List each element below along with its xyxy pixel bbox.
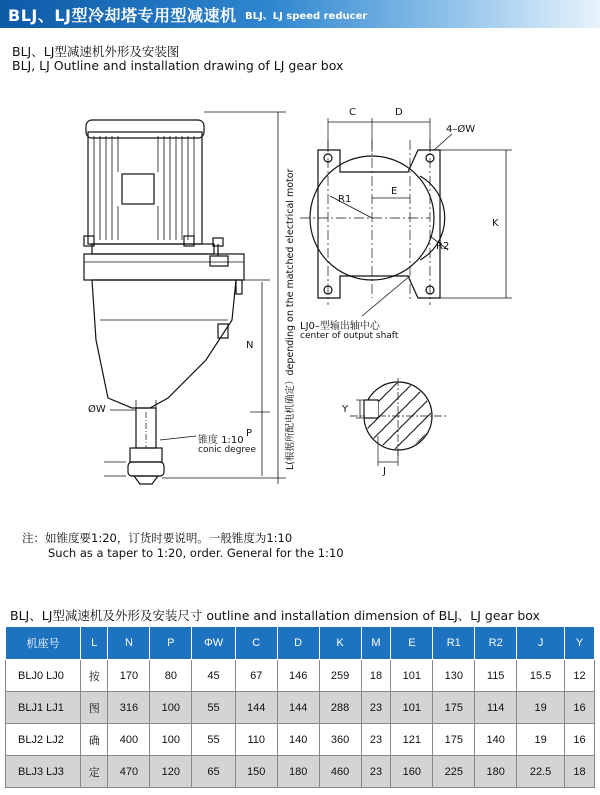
col-header: P <box>150 627 192 660</box>
table-cell: 23 <box>361 724 391 756</box>
table-cell: 460 <box>319 756 361 788</box>
model-cell: BLJ3 LJ3 <box>6 756 81 788</box>
table-cell: 101 <box>391 692 433 724</box>
motor-body <box>88 132 202 244</box>
dim-d-label: D <box>395 107 403 118</box>
table-cell: 144 <box>277 692 319 724</box>
col-header: L <box>81 627 108 660</box>
table-cell: 180 <box>475 756 517 788</box>
table-cell: 16 <box>565 692 595 724</box>
dim-c-label: C <box>349 107 356 118</box>
table-cell: 130 <box>433 660 475 692</box>
l-cell: 图 <box>81 692 108 724</box>
model-cell: BLJ2 LJ2 <box>6 724 81 756</box>
l-cell: 定 <box>81 756 108 788</box>
col-header: E <box>391 627 433 660</box>
table-cell: 110 <box>235 724 277 756</box>
table-cell: 316 <box>108 692 150 724</box>
dim-k-label: K <box>492 218 499 229</box>
dim-n-label: N <box>246 340 254 351</box>
table-row <box>6 692 595 724</box>
col-header: M <box>361 627 391 660</box>
table-cell: 360 <box>319 724 361 756</box>
table-cell: 121 <box>391 724 433 756</box>
dimension-table <box>5 626 595 788</box>
shaft-center-label-en: center of output shaft <box>300 331 399 341</box>
table-cell: 288 <box>319 692 361 724</box>
table-cell: 259 <box>319 660 361 692</box>
table-cell: 23 <box>361 756 391 788</box>
l-cell: 按 <box>81 660 108 692</box>
table-title: BLJ、LJ型减速机及外形及安装尺寸 outline and installation dimension of BLJ、LJ gear box <box>10 608 540 623</box>
table-cell: 175 <box>433 724 475 756</box>
dim-r1-label: R1 <box>338 194 352 205</box>
col-header: D <box>277 627 319 660</box>
dim-j-label: J <box>383 466 386 477</box>
table-cell: 22.5 <box>517 756 565 788</box>
table-cell: 170 <box>108 660 150 692</box>
base-plate <box>318 150 440 298</box>
table-cell: 15.5 <box>517 660 565 692</box>
table-cell: 55 <box>192 724 236 756</box>
table-cell: 65 <box>192 756 236 788</box>
motor-cap <box>86 120 204 138</box>
drawing-caption-en: BLJ, LJ Outline and installation drawing of LJ gear box <box>12 58 344 73</box>
table-cell: 175 <box>433 692 475 724</box>
gearbox-flange <box>84 254 244 280</box>
note-en: Such as a taper to 1:20, order. General for the 1:10 <box>48 546 344 560</box>
col-header: R2 <box>475 627 517 660</box>
model-cell: BLJ0 LJ0 <box>6 660 81 692</box>
table-cell: 101 <box>391 660 433 692</box>
table-cell: 16 <box>565 724 595 756</box>
shaft-center-label-cn: LJ0–型输出轴中心 <box>300 321 380 332</box>
table-cell: 45 <box>192 660 236 692</box>
table-header-row <box>6 627 595 660</box>
dim-l-label: L(根据所配电机确定）depending on the matched electrical motor <box>285 168 296 470</box>
dim-p-label: P <box>246 428 253 439</box>
header-title-en: BLJ、LJ speed reducer <box>245 11 368 22</box>
table-cell: 160 <box>391 756 433 788</box>
table-cell: 140 <box>277 724 319 756</box>
table-cell: 140 <box>475 724 517 756</box>
table-cell: 67 <box>235 660 277 692</box>
col-header: Y <box>565 627 595 660</box>
gearbox-casing <box>92 280 236 408</box>
table-cell: 100 <box>150 692 192 724</box>
col-header: N <box>108 627 150 660</box>
table-row <box>6 660 595 692</box>
table-row <box>6 756 595 788</box>
table-cell: 400 <box>108 724 150 756</box>
col-header: 机座号 <box>6 627 81 660</box>
drawing-caption-cn: BLJ、LJ型减速机外形及安装图 <box>12 44 180 59</box>
header-title-cn: BLJ、LJ型冷却塔专用型减速机 <box>8 6 237 25</box>
table-cell: 19 <box>517 724 565 756</box>
table-cell: 55 <box>192 692 236 724</box>
table-cell: 18 <box>565 756 595 788</box>
col-header: J <box>517 627 565 660</box>
table-row <box>6 724 595 756</box>
taper-label-en: conic degree <box>198 445 257 455</box>
col-header: R1 <box>433 627 475 660</box>
table-cell: 470 <box>108 756 150 788</box>
l-cell: 确 <box>81 724 108 756</box>
table-cell: 150 <box>235 756 277 788</box>
table-cell: 18 <box>361 660 391 692</box>
terminal-box <box>122 174 154 204</box>
table-cell: 144 <box>235 692 277 724</box>
table-cell: 180 <box>277 756 319 788</box>
table-cell: 115 <box>475 660 517 692</box>
model-cell: BLJ1 LJ1 <box>6 692 81 724</box>
col-header: ΦW <box>192 627 236 660</box>
table-cell: 146 <box>277 660 319 692</box>
table-cell: 100 <box>150 724 192 756</box>
table-cell: 114 <box>475 692 517 724</box>
table-cell: 120 <box>150 756 192 788</box>
note-cn: 注：如锥度要1:20，订货时要说明。一般锥度为1:10 <box>22 531 293 545</box>
col-header: K <box>319 627 361 660</box>
taper-label-cn: 锥度 1:10 <box>198 435 244 446</box>
holes-label: 4–ØW <box>446 124 476 135</box>
dim-ow-label: ØW <box>88 404 106 415</box>
table-cell: 19 <box>517 692 565 724</box>
col-header: C <box>235 627 277 660</box>
table-cell: 12 <box>565 660 595 692</box>
dim-y-label: Y <box>342 404 349 415</box>
table-cell: 80 <box>150 660 192 692</box>
dim-r2-label: R2 <box>436 241 450 252</box>
table-cell: 23 <box>361 692 391 724</box>
dim-e-label: E <box>391 186 398 197</box>
table-cell: 225 <box>433 756 475 788</box>
